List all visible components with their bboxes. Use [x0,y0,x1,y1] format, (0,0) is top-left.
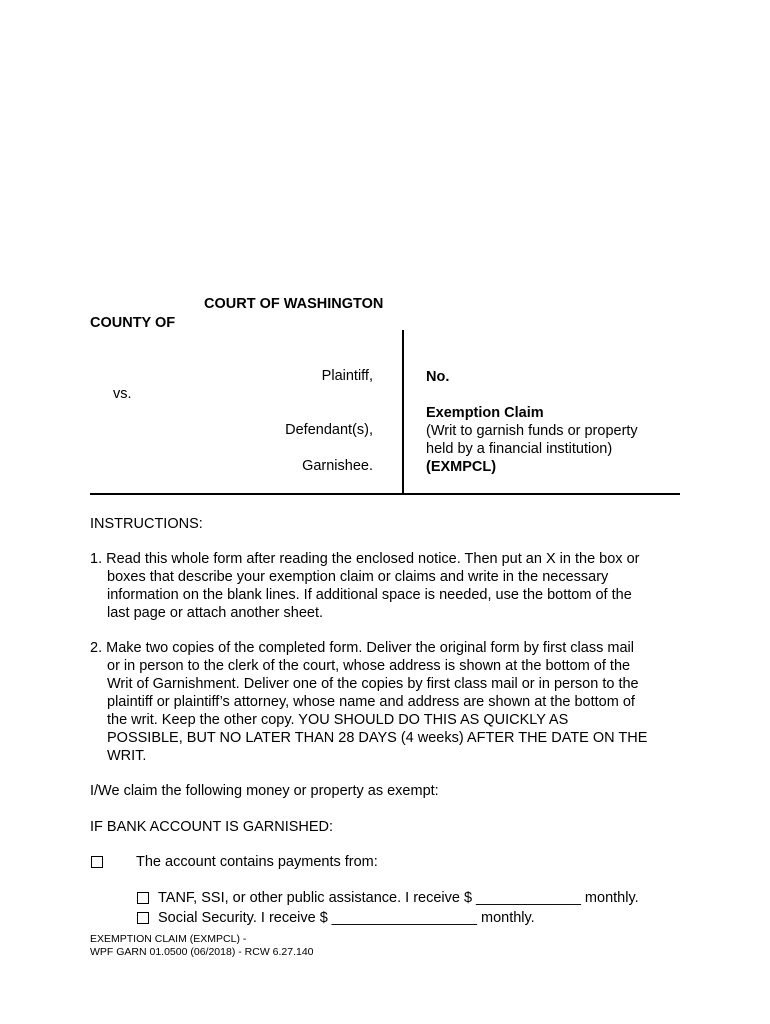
public-assistance-label: TANF, SSI, or other public assistance. I receive $ _____________ monthly. [158,890,639,906]
footer-form-code: WPF GARN 01.0500 (06/2018) - RCW 6.27.140 [90,946,314,958]
instruction-item-2 [90,639,647,765]
social-security-checkbox[interactable] [137,912,149,924]
vs-label: vs. [113,386,132,402]
claim-intro: I/We claim the following money or property as exempt: [90,783,439,799]
social-security-label: Social Security. I receive $ __________________ monthly. [158,910,535,926]
caption-divider-horizontal [90,493,680,495]
case-number-label: No. [426,369,450,385]
instruction-2-line: POSSIBLE, BUT NO LATER THAN 28 DAYS (4 weeks) AFTER THE DATE ON THE [107,730,648,746]
instruction-2-line: plaintiff or plaintiff’s attorney, whose name and address are shown at the bottom of [107,694,635,710]
instruction-1-line: 1. Read this whole form after reading the enclosed notice. Then put an X in the box or [90,551,640,567]
court-name: COURT OF WASHINGTON [204,296,384,312]
county-label: COUNTY OF [90,315,176,331]
public-assistance-checkbox[interactable] [137,892,149,904]
caption-divider-vertical [402,330,404,494]
form-subtitle-line2: held by a financial institution) [426,441,613,457]
instruction-1-line: boxes that describe your exemption claim or claims and write in the necessary [107,569,609,585]
form-title: Exemption Claim [426,405,544,421]
bank-account-heading: IF BANK ACCOUNT IS GARNISHED: [90,819,334,835]
form-code: (EXMPCL) [426,459,497,475]
instruction-2-line: or in person to the clerk of the court, whose address is shown at the bottom of the [107,658,631,674]
instruction-1-line: information on the blank lines. If additional space is needed, use the bottom of the [107,587,632,603]
instruction-2-line: the writ. Keep the other copy. YOU SHOULD DO THIS AS QUICKLY AS [107,712,569,728]
instructions-heading: INSTRUCTIONS: [90,516,203,532]
instruction-1-line: last page or attach another sheet. [107,605,324,621]
instruction-2-line: 2. Make two copies of the completed form. Deliver the original form by first class mail [90,640,634,656]
instruction-2-line: WRIT. [107,748,147,764]
account-payments-label: The account contains payments from: [136,854,378,870]
plaintiff-label: Plaintiff, [321,368,373,384]
defendant-label: Defendant(s), [285,422,373,438]
form-subtitle-line1: (Writ to garnish funds or property [426,423,638,439]
footer-form-name: EXEMPTION CLAIM (EXMPCL) - [90,933,247,945]
instruction-item-1 [90,550,639,622]
instruction-2-line: Writ of Garnishment. Deliver one of the copies by first class mail or in person to the [107,676,639,692]
garnishee-label: Garnishee. [302,458,373,474]
account-payments-checkbox[interactable] [91,856,103,868]
